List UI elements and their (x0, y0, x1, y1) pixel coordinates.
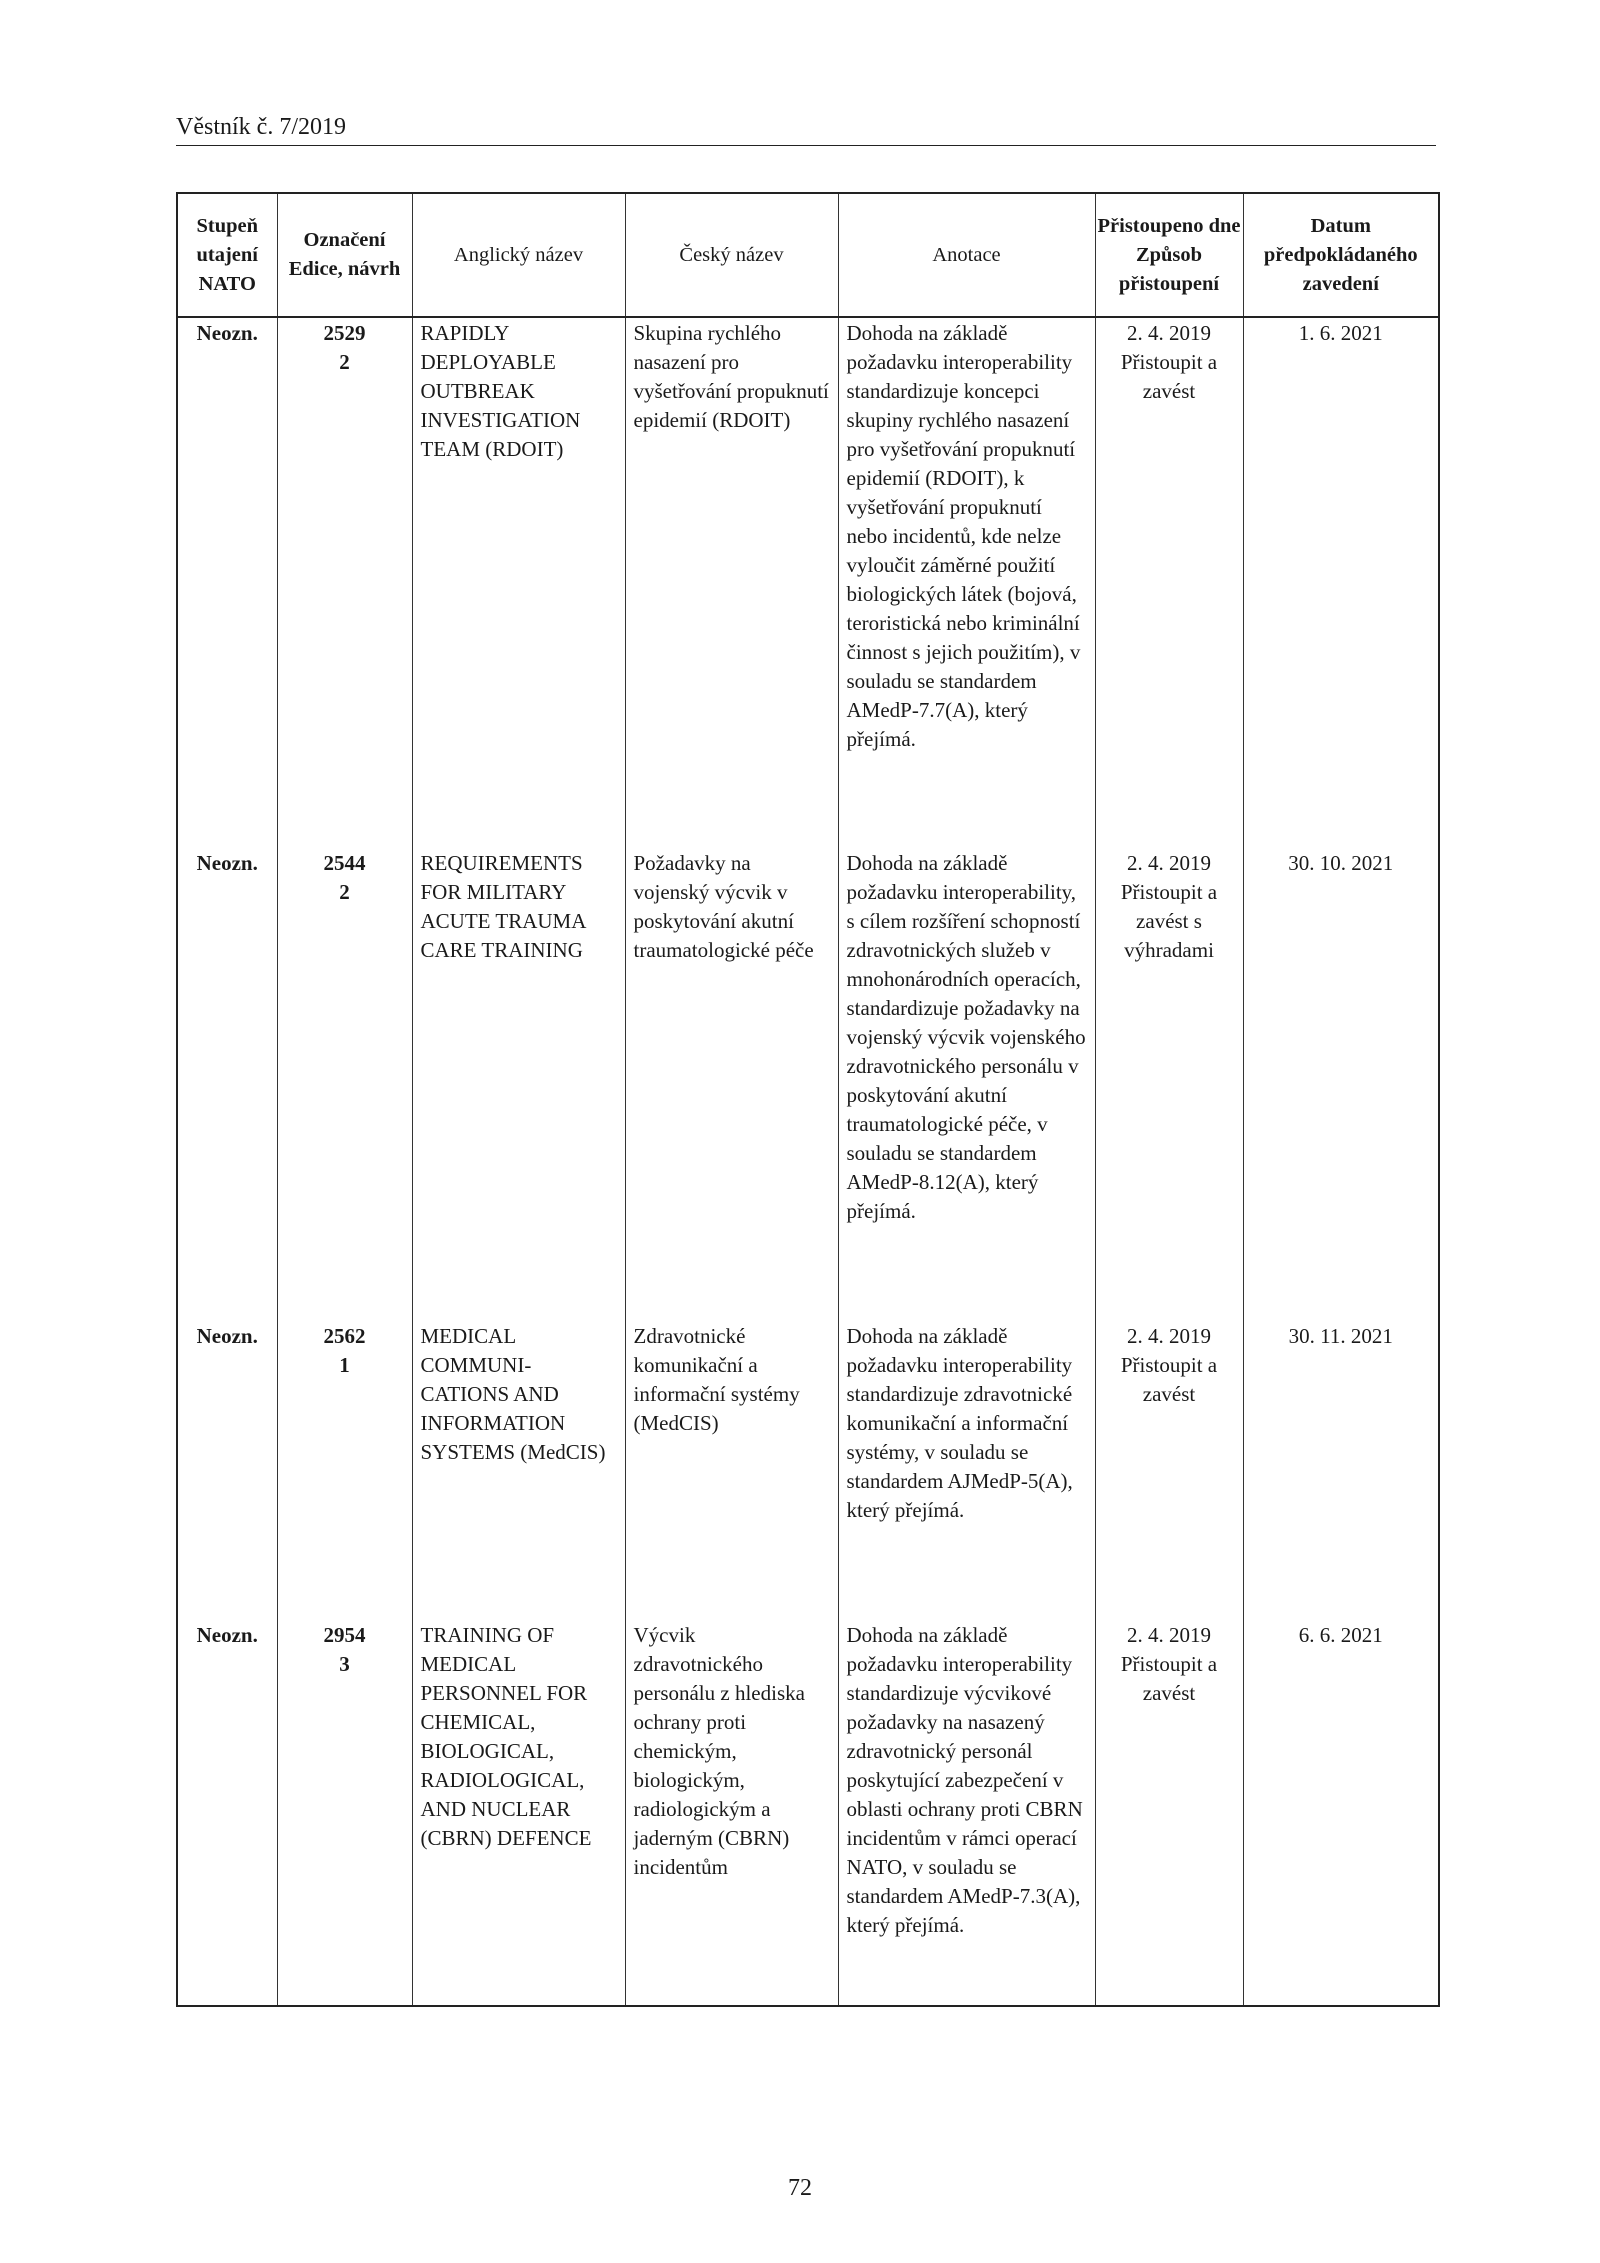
table-header-row (177, 193, 1439, 317)
cell-stupen: Neozn. (177, 1321, 277, 1620)
standards-table (176, 192, 1440, 2007)
cell-oznaceni-number: 2529 (323, 321, 366, 345)
cell-datum: 30. 11. 2021 (1243, 1321, 1439, 1620)
cell-anglicky: MEDICAL COMMUNI-CATIONS AND INFORMATION SYSTEMS (MedCIS) (412, 1321, 625, 1620)
cell-anotace: Dohoda na základě požadavku interoperability standardizuje zdravotnické komunikační a informační systémy, v souladu se standardem AJMedP-5(A), který přejímá. (838, 1321, 1095, 1620)
cell-pristoupeno-method: Přistoupit a zavést s výhradami (1120, 880, 1218, 962)
cell-cesky: Požadavky na vojenský výcvik v poskytování akutní traumatologické péče (625, 848, 838, 1321)
cell-oznaceni-number: 2544 (323, 851, 366, 875)
cell-anotace: Dohoda na základě požadavku interoperability standardizuje koncepci skupiny rychlého nasazení pro vyšetřování propuknutí epidemií (RDOIT), k vyšetřování propuknutí nebo incidentů, kde nelze vyloučit záměrné použití biologických látek (bojová, teroristická nebo kriminální činnost s jejich použitím), v souladu se standardem AMedP-7.7(A), který přejímá. (838, 317, 1095, 848)
cell-pristoupeno (1095, 1620, 1243, 2006)
cell-datum: 6. 6. 2021 (1243, 1620, 1439, 2006)
cell-anglicky: RAPIDLY DEPLOYABLE OUTBREAK INVESTIGATION TEAM (RDOIT) (412, 317, 625, 848)
cell-oznaceni-number: 2562 (323, 1324, 366, 1348)
cell-oznaceni-edition: 3 (339, 1652, 350, 1676)
cell-cesky: Skupina rychlého nasazení pro vyšetřování propuknutí epidemií (RDOIT) (625, 317, 838, 848)
cell-pristoupeno (1095, 317, 1243, 848)
cell-pristoupeno-method: Přistoupit a zavést (1120, 1353, 1218, 1406)
cell-anglicky: TRAINING OF MEDICAL PERSONNEL FOR CHEMICAL, BIOLOGICAL, RADIOLOGICAL, AND NUCLEAR (CBRN) DEFENCE (412, 1620, 625, 2006)
header-datum: Datum předpokládaného zavedení (1243, 193, 1439, 317)
cell-pristoupeno-date: 2. 4. 2019 (1127, 321, 1211, 345)
cell-stupen: Neozn. (177, 1620, 277, 2006)
cell-anotace: Dohoda na základě požadavku interoperability, s cílem rozšíření schopností zdravotnických služeb v mnohonárodních operacích, standardizuje požadavky na vojenský výcvik vojenského zdravotnického personálu v poskytování akutní traumatologické péče, v souladu se standardem AMedP-8.12(A), který přejímá. (838, 848, 1095, 1321)
header-anglicky: Anglický název (412, 193, 625, 317)
cell-cesky: Výcvik zdravotnického personálu z hlediska ochrany proti chemickým, biologickým, radiologickým a jaderným (CBRN) incidentům (625, 1620, 838, 2006)
cell-datum: 1. 6. 2021 (1243, 317, 1439, 848)
cell-oznaceni-edition: 2 (339, 350, 350, 374)
cell-pristoupeno (1095, 848, 1243, 1321)
cell-oznaceni (277, 317, 412, 848)
cell-pristoupeno (1095, 1321, 1243, 1620)
page-number: 72 (788, 2175, 812, 2201)
table-row (177, 317, 1439, 848)
cell-pristoupeno-method: Přistoupit a zavést (1120, 350, 1218, 403)
cell-pristoupeno-method: Přistoupit a zavést (1120, 1652, 1218, 1705)
cell-oznaceni (277, 1620, 412, 2006)
cell-anotace: Dohoda na základě požadavku interoperability standardizuje výcvikové požadavky na nasazený zdravotnický personál poskytující zabezpečení v oblasti ochrany proti CBRN incidentům v rámci operací NATO, v souladu se standardem AMedP-7.3(A), který přejímá. (838, 1620, 1095, 2006)
cell-stupen: Neozn. (177, 317, 277, 848)
table-row (177, 1620, 1439, 2006)
cell-pristoupeno-date: 2. 4. 2019 (1127, 1324, 1211, 1348)
cell-anglicky: REQUIREMENTS FOR MILITARY ACUTE TRAUMA CARE TRAINING (412, 848, 625, 1321)
cell-datum: 30. 10. 2021 (1243, 848, 1439, 1321)
cell-pristoupeno-date: 2. 4. 2019 (1127, 1623, 1211, 1647)
table-row (177, 1321, 1439, 1620)
cell-cesky: Zdravotnické komunikační a informační systémy (MedCIS) (625, 1321, 838, 1620)
header-divider (176, 145, 1436, 146)
cell-oznaceni-edition: 1 (339, 1353, 350, 1377)
header-stupen: Stupeň utajení NATO (177, 193, 277, 317)
table-row (177, 848, 1439, 1321)
cell-oznaceni (277, 848, 412, 1321)
header-oznaceni: Označení Edice, návrh (277, 193, 412, 317)
cell-oznaceni-edition: 2 (339, 880, 350, 904)
cell-pristoupeno-date: 2. 4. 2019 (1127, 851, 1211, 875)
header-cesky: Český název (625, 193, 838, 317)
cell-stupen: Neozn. (177, 848, 277, 1321)
header-pristoupeno: Přistoupeno dne Způsob přistoupení (1095, 193, 1243, 317)
cell-oznaceni (277, 1321, 412, 1620)
cell-oznaceni-number: 2954 (323, 1623, 366, 1647)
header-anotace: Anotace (838, 193, 1095, 317)
document-header-title: Věstník č. 7/2019 (176, 114, 346, 140)
